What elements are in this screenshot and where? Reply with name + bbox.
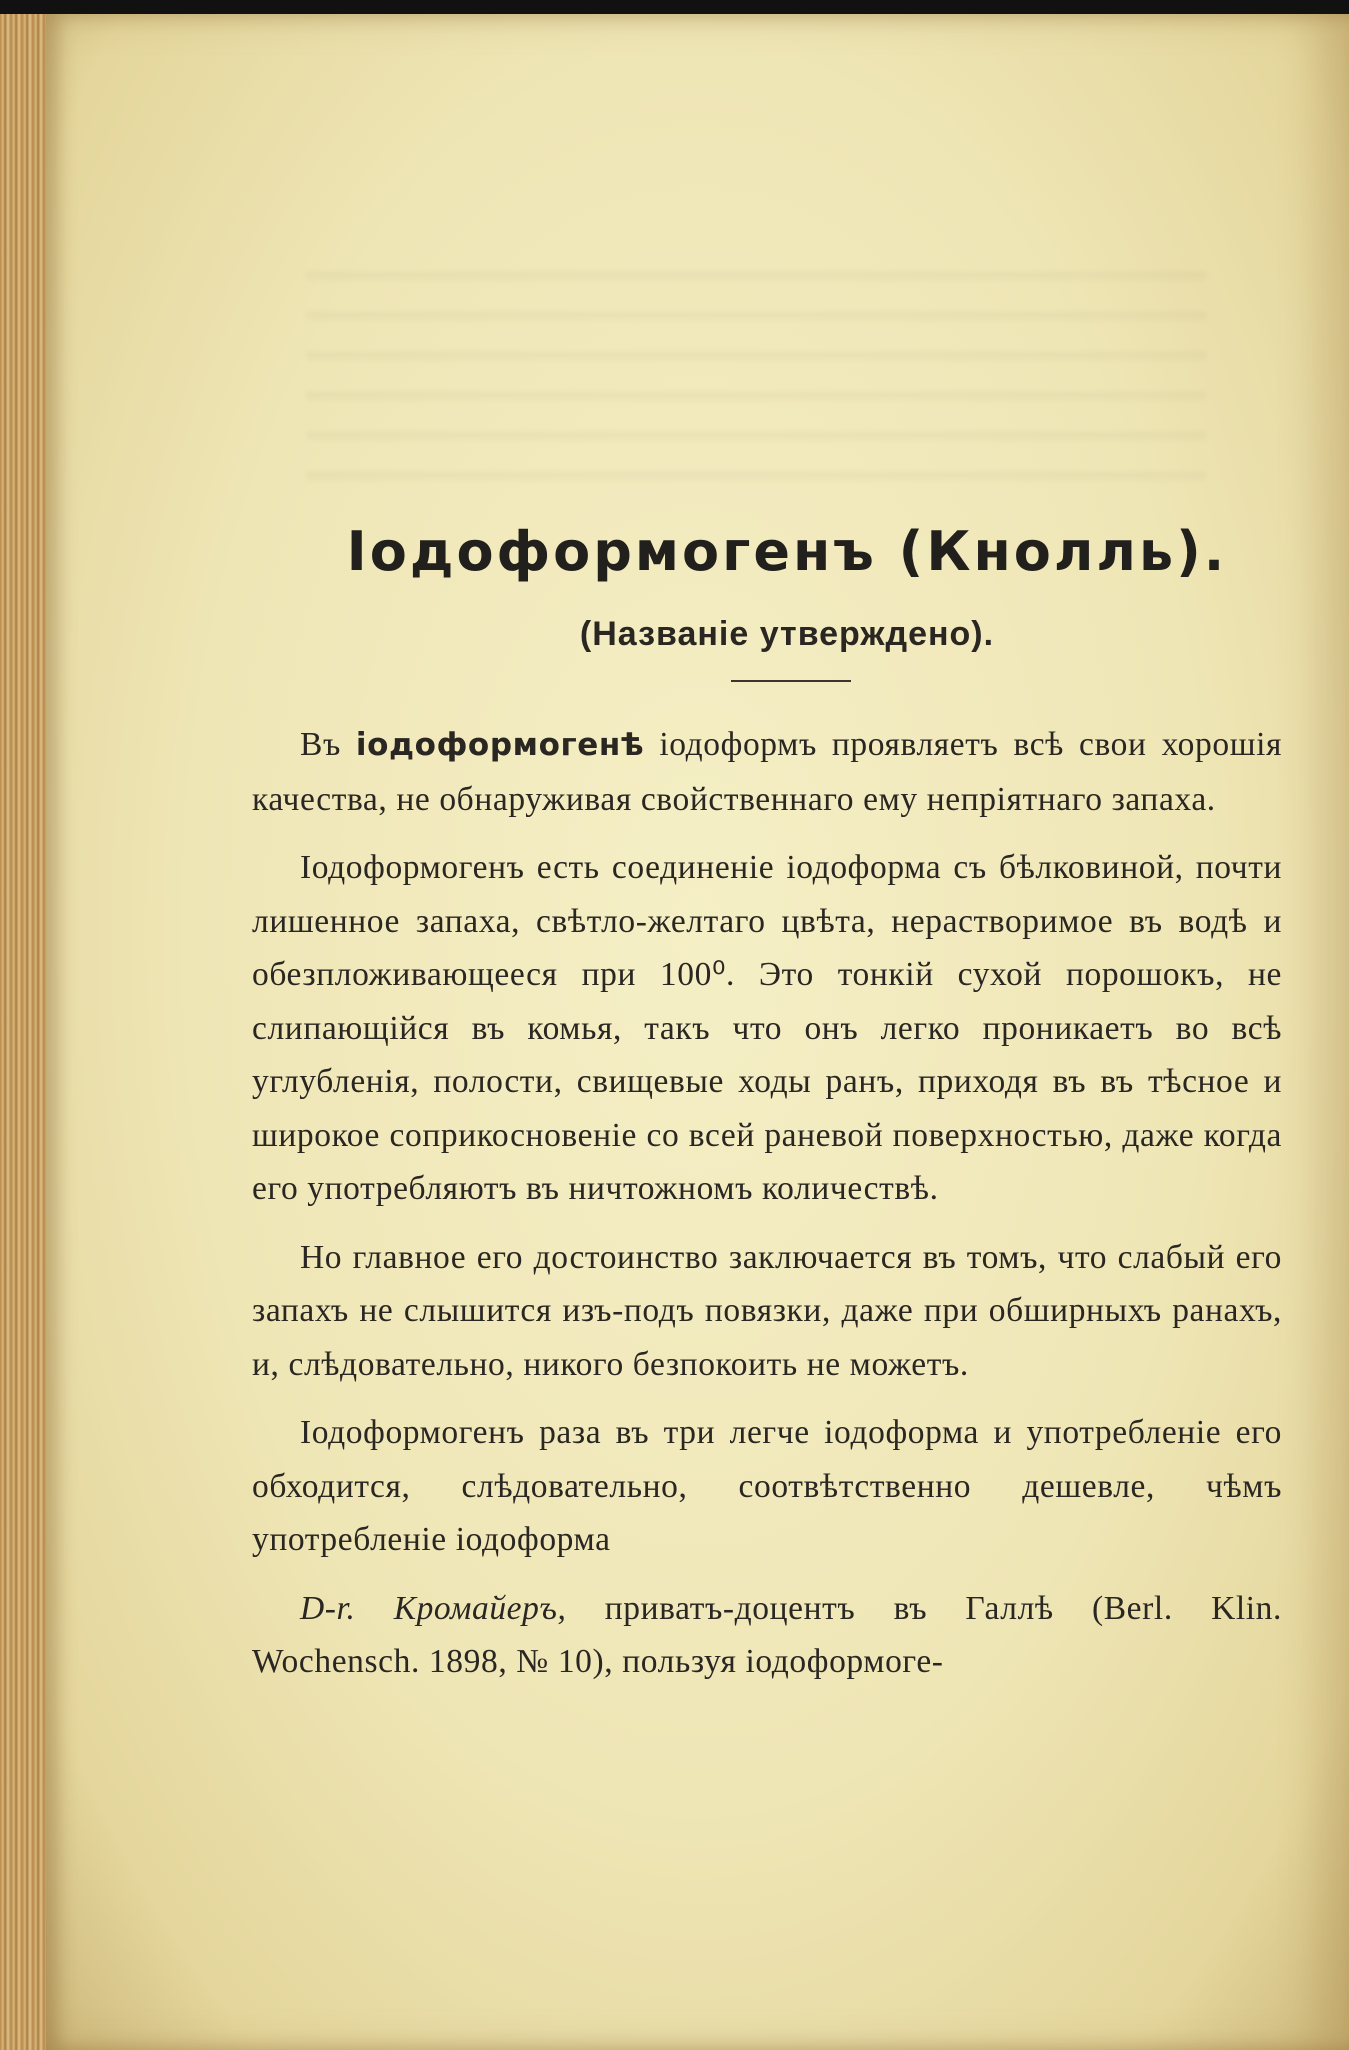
- paragraph-5-author: D-r. Кромайеръ,: [300, 1589, 567, 1627]
- page-subtitle: (Названіе утверждено).: [579, 615, 995, 653]
- paragraph-5-rest: приватъ-доцентъ въ Галлѣ (Berl. Klin. Wochensch. 1898, № 10), пользуя іодоформоге-: [252, 1589, 1283, 1680]
- paragraph-1-lead: Въ: [300, 726, 356, 763]
- paragraph-5: [252, 1582, 1282, 1689]
- title-divider: [731, 680, 851, 682]
- page-content: [252, 520, 1282, 1704]
- paragraph-2: Іодоформогенъ есть соединеніе іодоформа съ бѣлковиной, почти лишенное запаха, свѣтло-желтаго цвѣта, нерастворимое въ водѣ и обезпложивающееся при 100⁰. Это тонкій сухой порошокъ, не слипающійся въ комья, такъ что онъ легко проникаетъ во всѣ углубленія, полости, свищевые ходы ранъ, приходя въ въ тѣсное и широкое соприкосновеніе со всей раневой поверхностью, даже когда его употребляютъ въ ничтожномъ количествѣ.: [252, 849, 1282, 1207]
- paragraph-1-bold-term: іодоформогенѣ: [355, 727, 645, 763]
- show-through-text: [306, 244, 1206, 504]
- paragraph-1-rest: іодоформъ проявляетъ всѣ свои хорошія качества, не обнаруживая свойственнаго ему непріятнаго запаха.: [252, 726, 1283, 818]
- page-title: Іодоформогенъ (Кнолль).: [346, 520, 1228, 583]
- paragraph-4: Іодоформогенъ раза въ три легче іодоформа и употребленіе его обходится, слѣдовательно, соотвѣтственно дешевле, чѣмъ употребленіе іодоформа: [252, 1414, 1282, 1558]
- paragraph-3: Но главное его достоинство заключается въ томъ, что слабый его запахъ не слышится изъ-подъ повязки, даже при обширныхъ ранахъ, и, слѣдовательно, никого безпокоить не можетъ.: [252, 1238, 1282, 1383]
- paragraph-1: [252, 718, 1282, 826]
